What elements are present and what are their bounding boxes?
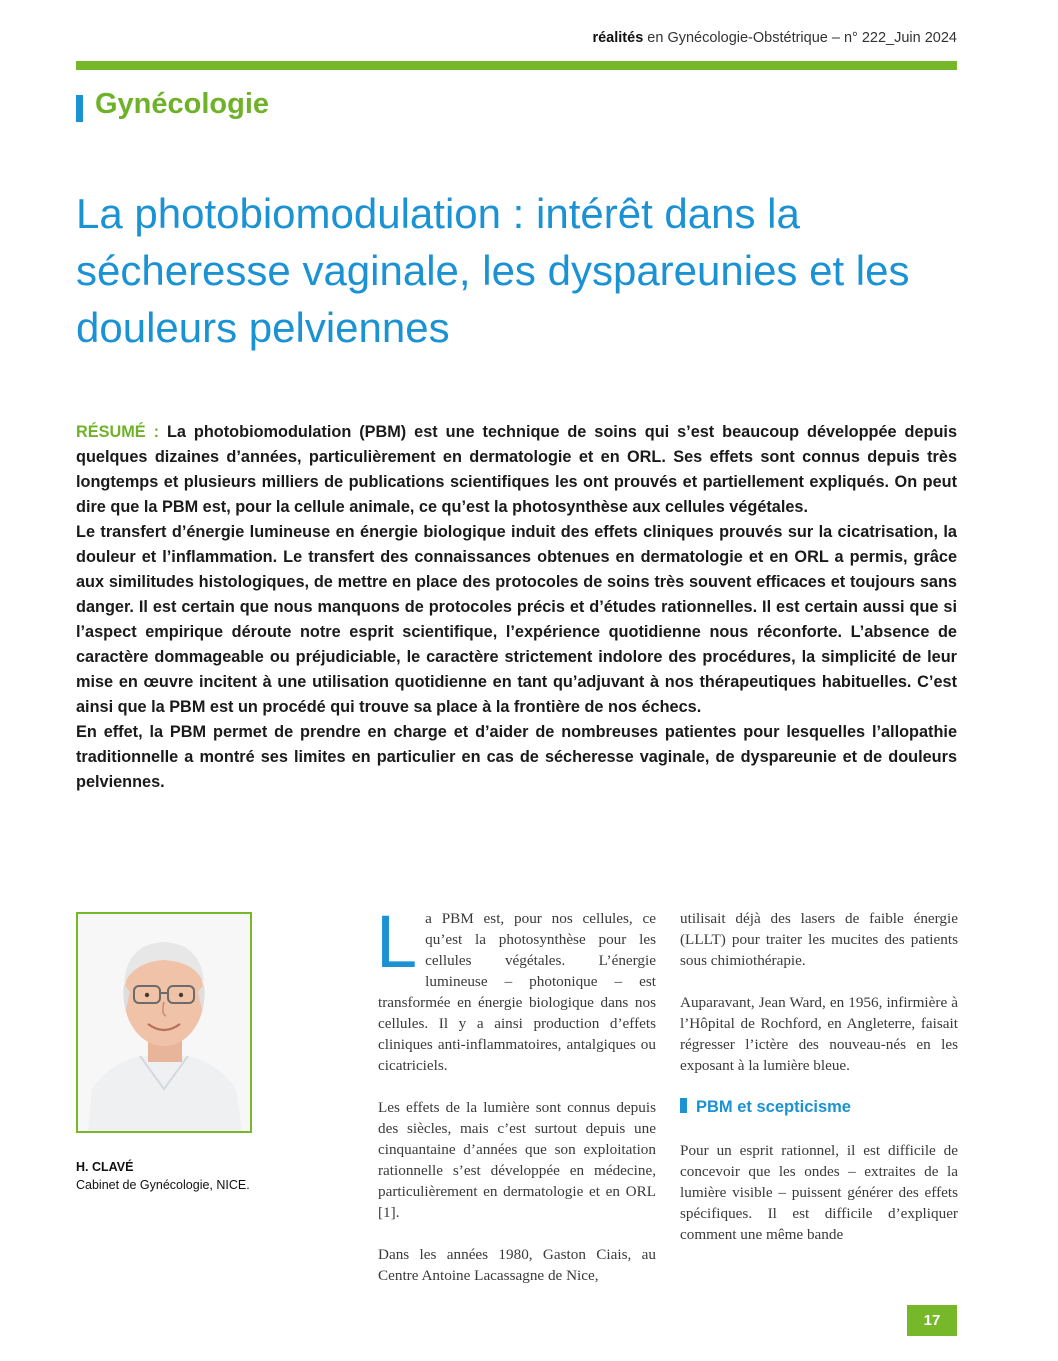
abstract-paragraph-1 <box>76 420 957 520</box>
abstract-label: RÉSUMÉ : <box>76 423 160 441</box>
subheading-marker <box>680 1098 687 1113</box>
abstract-paragraph-3: En effet, la PBM permet de prendre en charge et d’aider de nombreuses patientes pour lesquelles l’allopathie traditionnelle a montré ses limites en particulier en cas de sécheresse vaginale, de dyspareunie et de douleurs pelviennes. <box>76 723 957 791</box>
author-photo <box>76 912 252 1133</box>
body-paragraph: Dans les années 1980, Gaston Ciais, au Centre Antoine Lacassagne de Nice, <box>378 1246 656 1284</box>
author-portrait-illustration <box>78 914 250 1131</box>
abstract-paragraph-2: Le transfert d’énergie lumineuse en énergie biologique induit des effets cliniques prouvés sur la cicatrisation, la douleur et l’inflammation. Le transfert des connaissances obtenues en dermatologie et en ORL a permis, grâce aux similitudes histologiques, de mettre en place des protocoles de soins très souvent efficaces et toujours sans danger. Il est certain que nous manquons de protocoles précis et d’études rationnelles. Il est certain aussi que si l’aspect empirique déroute notre esprit scientifique, l’expérience quotidienne nous réconforte. L’absence de caractère dommageable ou préjudiciable, le caractère strictement indolore des procédures, la simplicité de leur mise en œuvre incitent à une utilisation quotidienne en tant qu’adjuvant à nos thérapeutiques habituelles. C’est ainsi que la PBM est un procédé qui trouve sa place à la frontière de nos échecs. <box>76 523 957 716</box>
header-rule <box>76 61 957 70</box>
body-paragraph: Les effets de la lumière sont connus depuis des siècles, mais c’est surtout depuis une cinquantaine d’années que son exploitation rationnelle s’est développée en médecine, particulièrement en dermatologie et en ORL [1]. <box>378 1099 656 1221</box>
body-paragraph: Pour un esprit rationnel, il est difficile de concevoir que les ondes – extraites de la lumière visible – puissent générer des effets spécifiques. Il est difficile d’expliquer comment une même bande <box>680 1142 958 1243</box>
abstract-text-1: La photobiomodulation (PBM) est une technique de soins qui s’est beaucoup développée depuis quelques dizaines d’années, particulièrement en dermatologie et en ORL. Ses effets sont connus depuis très longtemps et plusieurs milliers de publications scientifiques les ont prouvés et partiellement expliqués. On peut dire que la PBM est, pour la cellule animale, ce qu’est la photosynthèse aux cellules végétales. <box>76 423 957 516</box>
section-marker <box>76 95 83 122</box>
body-text: a PBM est, pour nos cellules, ce qu’est la photosynthèse pour les cellules végétales. L’énergie lumineuse – photonique – est transformée en énergie biologique dans nos cellules. Il y a ainsi production d’effets cliniques anti-inflammatoires, antalgiques ou cicatriciels. <box>378 910 656 1074</box>
drop-cap: L <box>376 900 418 983</box>
body-paragraph <box>376 900 656 1076</box>
journal-issue: en Gynécologie-Obstétrique – n° 222_Juin 2024 <box>643 30 957 46</box>
article-title: La photobiomodulation : intérêt dans la sécheresse vaginale, les dyspareunies et les douleurs pelviennes <box>76 190 910 351</box>
body-column-2 <box>680 908 958 1266</box>
page-number: 17 <box>907 1305 957 1336</box>
journal-name: réalités <box>592 30 644 46</box>
author-name: H. CLAVÉ <box>76 1160 134 1174</box>
section-title: Gynécologie <box>95 88 270 120</box>
subheading <box>680 1097 958 1118</box>
body-paragraph: Auparavant, Jean Ward, en 1956, infirmière à l’Hôpital de Rochford, en Angleterre, faisait régresser l’ictère des nouveau-nés en les exposant à la lumière bleue. <box>680 994 958 1074</box>
author-affiliation: Cabinet de Gynécologie, NICE. <box>76 1178 250 1192</box>
body-column-1 <box>376 900 656 1307</box>
subheading-text: PBM et scepticisme <box>696 1098 851 1116</box>
body-paragraph: utilisait déjà des lasers de faible énergie (LLLT) pour traiter les mucites des patients sous chimiothérapie. <box>680 910 958 969</box>
abstract <box>76 420 957 795</box>
running-head <box>592 30 957 46</box>
